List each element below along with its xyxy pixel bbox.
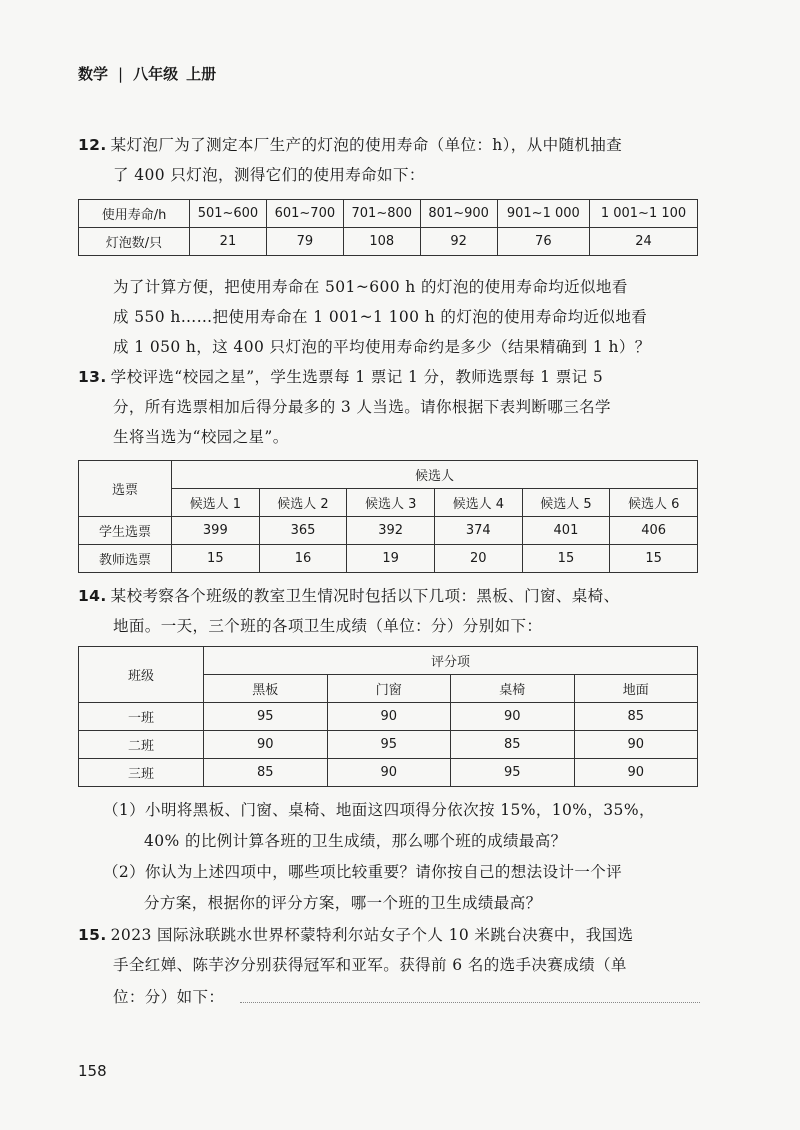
column-header: 候选人 4 [434,489,522,517]
table-cell: 399 [172,517,260,545]
table-cell: 406 [610,517,698,545]
q14-sub1b: 40% 的比例计算各班的卫生成绩，那么哪个班的成绩最高？ [144,832,567,850]
q13-number: 13. [78,368,107,386]
running-header [78,63,216,84]
q12-text1: 某灯泡厂为了测定本厂生产的灯泡的使用寿命（单位：h），从中随机抽查 [110,136,623,154]
q13-text1: 学校评选“校园之星”，学生选票每 1 票记 1 分，教师选票每 1 票记 5 [110,368,604,386]
q15-line1 [78,920,633,950]
table-cell: 501~600 [190,200,267,228]
column-header: 门窗 [327,675,451,703]
q13-line3: 生将当选为“校园之星”。 [113,428,289,446]
table-cell: 90 [204,731,328,759]
header-grade: 八年级 [133,65,179,83]
table-row [79,200,698,228]
column-header: 桌椅 [451,675,575,703]
table-cell: 90 [451,703,575,731]
row-header: 学生选票 [79,517,172,545]
column-header: 候选人 2 [259,489,347,517]
table-cell: 801~900 [420,200,497,228]
table-cell: 90 [327,759,451,787]
q14-line1 [78,581,619,611]
column-header: 候选人 6 [610,489,698,517]
corner-cell: 班级 [79,647,204,703]
column-header: 候选人 5 [522,489,610,517]
q12-after2: 成 550 h……把使用寿命在 1 001~1 100 h 的灯泡的使用寿命均近似地看 [113,308,648,326]
table-cell: 90 [327,703,451,731]
table-cell: 1 001~1 100 [590,200,698,228]
q14-line2: 地面。一天，三个班的各项卫生成绩（单位：分）分别如下： [113,617,543,635]
table-cell: 15 [522,545,610,573]
q15-text1: 2023 国际泳联跳水世界杯蒙特利尔站女子个人 10 米跳台决赛中，我国选 [110,926,634,944]
table-cell: 85 [574,703,698,731]
table-cell: 95 [327,731,451,759]
group-header: 评分项 [204,647,698,675]
dotted-divider [240,1002,700,1003]
header-volume: 上册 [186,65,217,83]
row-header: 教师选票 [79,545,172,573]
header-separator: | [118,65,124,83]
row-header: 使用寿命/h [79,200,190,228]
table-cell: 95 [204,703,328,731]
table-cell: 901~1 000 [497,200,589,228]
q12-number: 12. [78,136,107,154]
group-header: 候选人 [172,461,698,489]
table-row [79,545,698,573]
column-header: 地面 [574,675,698,703]
table-cell: 92 [420,228,497,256]
row-header: 灯泡数/只 [79,228,190,256]
table-cell: 85 [451,731,575,759]
q14-sub1a: （1）小明将黑板、门窗、桌椅、地面这四项得分依次按 15%，10%，35%， [103,801,655,819]
column-header: 黑板 [204,675,328,703]
table-cell: 21 [190,228,267,256]
q14-text1: 某校考察各个班级的教室卫生情况时包括以下几项：黑板、门窗、桌椅、 [110,587,620,605]
q13-line1 [78,362,603,392]
table-cell: 15 [172,545,260,573]
table-cell: 392 [347,517,435,545]
table-cell: 108 [343,228,420,256]
table-cell: 701~800 [343,200,420,228]
table-cell: 365 [259,517,347,545]
table-row [79,517,698,545]
table-cell: 85 [204,759,328,787]
table-row [79,731,698,759]
q14-table [78,646,698,787]
q13-line2: 分，所有选票相加后得分最多的 3 人当选。请你根据下表判断哪三名学 [113,398,611,416]
q15-number: 15. [78,926,107,944]
q15-line2: 手全红婵、陈芋汐分别获得冠军和亚军。获得前 6 名的选手决赛成绩（单 [113,956,627,974]
table-cell: 16 [259,545,347,573]
q14-sub2a: （2）你认为上述四项中，哪些项比较重要？请你按自己的想法设计一个评 [103,863,623,881]
q12-after1: 为了计算方便，把使用寿命在 501~600 h 的灯泡的使用寿命均近似地看 [113,278,628,296]
table-cell: 76 [497,228,589,256]
q15-line3: 位：分）如下： [113,988,225,1006]
table-row [79,461,698,489]
row-header: 三班 [79,759,204,787]
corner-cell: 选票 [79,461,172,517]
table-cell: 95 [451,759,575,787]
page-number: 158 [78,1062,107,1080]
table-cell: 24 [590,228,698,256]
q12-table [78,199,698,256]
table-row [79,647,698,675]
q13-table [78,460,698,573]
table-row [79,489,698,517]
q14-number: 14. [78,587,107,605]
table-cell: 90 [574,759,698,787]
q14-sub2b: 分方案，根据你的评分方案，哪一个班的卫生成绩最高？ [144,894,542,912]
table-cell: 19 [347,545,435,573]
table-row [79,228,698,256]
table-cell: 374 [434,517,522,545]
table-cell: 401 [522,517,610,545]
table-cell: 601~700 [266,200,343,228]
table-cell: 79 [266,228,343,256]
row-header: 二班 [79,731,204,759]
table-row [79,703,698,731]
column-header: 候选人 3 [347,489,435,517]
row-header: 一班 [79,703,204,731]
table-cell: 15 [610,545,698,573]
table-row [79,759,698,787]
header-subject: 数学 [78,65,109,83]
q12-line2: 了 400 只灯泡，测得它们的使用寿命如下： [113,166,425,184]
table-cell: 90 [574,731,698,759]
table-cell: 20 [434,545,522,573]
q12-line1 [78,130,622,160]
column-header: 候选人 1 [172,489,260,517]
q12-after3: 成 1 050 h，这 400 只灯泡的平均使用寿命约是多少（结果精确到 1 h）？ [113,338,651,356]
